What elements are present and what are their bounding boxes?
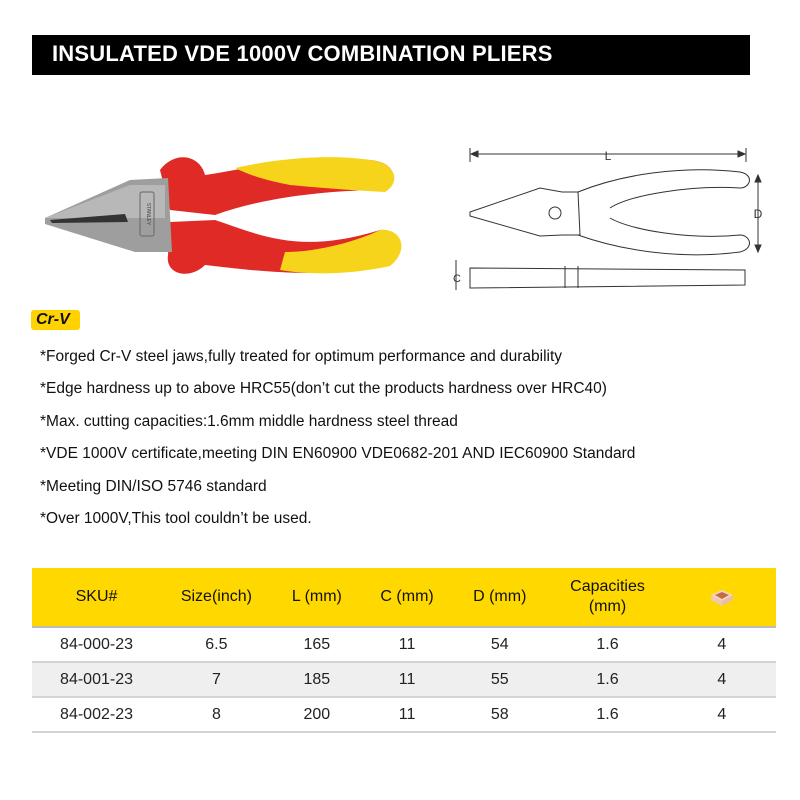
page-title: INSULATED VDE 1000V COMBINATION PLIERS	[52, 41, 553, 66]
label-c: C	[453, 273, 461, 285]
cell-size: 7	[161, 662, 272, 697]
table-row	[32, 697, 776, 732]
cell-d: 54	[452, 627, 547, 662]
material-badge	[31, 310, 80, 330]
table-row	[32, 662, 776, 697]
title-bar	[32, 35, 750, 75]
cell-qty: 4	[668, 627, 776, 662]
cell-capacities: 1.6	[547, 697, 667, 732]
cell-c: 11	[362, 697, 452, 732]
feature-item: *VDE 1000V certificate,meeting DIN EN60900 VDE0682-201 AND IEC60900 Standard	[40, 445, 636, 463]
header-d: D (mm)	[452, 568, 547, 627]
label-l: L	[604, 149, 612, 163]
cell-l: 165	[272, 627, 362, 662]
header-l: L (mm)	[272, 568, 362, 627]
cell-c: 11	[362, 627, 452, 662]
cell-l: 200	[272, 697, 362, 732]
cell-size: 8	[161, 697, 272, 732]
product-photo	[40, 140, 420, 290]
header-sku: SKU#	[32, 568, 161, 627]
cell-capacities: 1.6	[547, 627, 667, 662]
header-capacities-line2: (mm)	[588, 598, 627, 615]
feature-item: *Over 1000V,This tool couldn’t be used.	[40, 509, 312, 527]
cell-l: 185	[272, 662, 362, 697]
cell-size: 6.5	[161, 627, 272, 662]
cell-sku: 84-000-23	[32, 627, 161, 662]
box-icon	[709, 587, 735, 607]
material-badge-label: Cr-V	[36, 311, 70, 328]
cell-qty: 4	[668, 662, 776, 697]
feature-item: *Forged Cr-V steel jaws,fully treated for optimum performance and durability	[40, 348, 563, 365]
header-capacities-line1: Capacities	[570, 578, 645, 595]
cell-c: 11	[362, 662, 452, 697]
table-row	[32, 627, 776, 662]
feature-item: *Edge hardness up to above HRC55(don’t cut the products hardness over HRC40)	[40, 380, 607, 398]
spec-table	[32, 568, 776, 733]
dimension-drawing	[450, 140, 770, 290]
brand-stamp: STANLEY	[145, 202, 151, 226]
feature-list	[40, 348, 635, 542]
cell-sku: 84-001-23	[32, 662, 161, 697]
label-d: D	[753, 207, 763, 221]
header-capacities	[547, 568, 667, 627]
cell-sku: 84-002-23	[32, 697, 161, 732]
cell-qty: 4	[668, 697, 776, 732]
feature-item: *Max. cutting capacities:1.6mm middle hardness steel thread	[40, 412, 458, 430]
cell-d: 58	[452, 697, 547, 732]
cell-capacities: 1.6	[547, 662, 667, 697]
header-size: Size(inch)	[161, 568, 272, 627]
cell-d: 55	[452, 662, 547, 697]
table-header-row	[32, 568, 776, 627]
header-box	[668, 568, 776, 627]
feature-item: *Meeting DIN/ISO 5746 standard	[40, 477, 267, 495]
header-c: C (mm)	[362, 568, 452, 627]
